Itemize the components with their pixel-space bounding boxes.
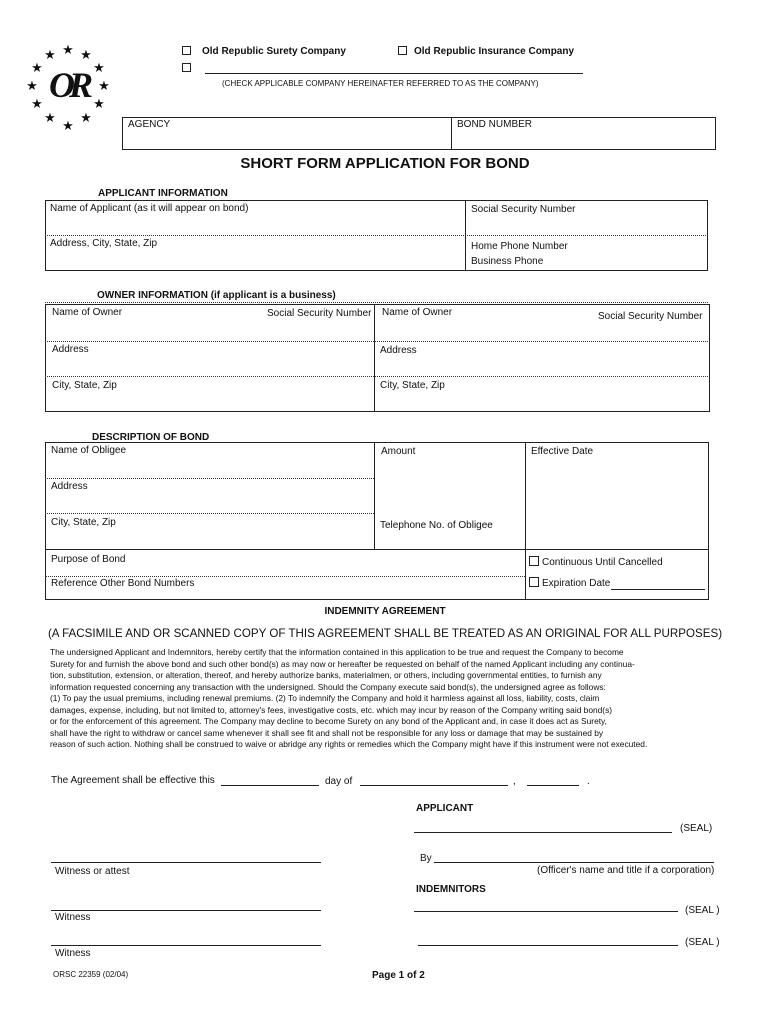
owner1-ssn-field[interactable]: Social Security Number bbox=[267, 308, 372, 319]
applicant-name-field[interactable]: Name of Applicant (as it will appear on bond) bbox=[50, 203, 249, 214]
svg-text:★: ★ bbox=[26, 79, 38, 94]
obligee-name-field[interactable]: Name of Obligee bbox=[51, 445, 127, 456]
other-company-checkbox[interactable] bbox=[182, 63, 191, 72]
indemnity-heading: INDEMNITY AGREEMENT bbox=[324, 606, 446, 617]
owner2-ssn-field[interactable]: Social Security Number bbox=[598, 311, 703, 322]
continuous-checkbox[interactable] bbox=[529, 556, 539, 566]
agency-row bbox=[122, 117, 716, 150]
owner2-address-field[interactable]: Address bbox=[380, 345, 417, 356]
indemnity-line: reason of such action. Nothing shall be construed to waive or abridge any rights or remedies which the Company might have if this instrument were not executed. bbox=[50, 739, 648, 749]
expiration-checkbox[interactable] bbox=[529, 577, 539, 587]
effective-comma: , bbox=[513, 776, 516, 787]
other-company-line[interactable] bbox=[205, 73, 583, 74]
effective-year-line[interactable] bbox=[527, 785, 579, 786]
witness-attest-line[interactable] bbox=[51, 862, 321, 863]
indemnity-line: or for the enforcement of this agreement. The Company may decline to become Surety on any bond of the Applicant and, in case it does act as Surety, bbox=[50, 716, 607, 726]
svg-text:★: ★ bbox=[62, 119, 74, 134]
effective-day-line[interactable] bbox=[221, 785, 319, 786]
applicant-signature-heading: APPLICANT bbox=[416, 803, 474, 814]
svg-text:★: ★ bbox=[93, 61, 105, 76]
form-number: ORSC 22359 (02/04) bbox=[53, 970, 129, 979]
obligee-csz-field[interactable]: City, State, Zip bbox=[51, 517, 116, 528]
effective-prefix: The Agreement shall be effective this bbox=[51, 775, 215, 786]
bond-heading: DESCRIPTION OF BOND bbox=[92, 432, 210, 443]
svg-text:★: ★ bbox=[44, 111, 56, 126]
svg-text:★: ★ bbox=[80, 48, 92, 63]
effective-period: . bbox=[587, 776, 590, 787]
witness-line-1[interactable] bbox=[51, 910, 321, 911]
surety-company-checkbox[interactable] bbox=[182, 46, 191, 55]
indemnity-line: shall have the right to withdraw or cancel same whenever it shall see fit and shall not be responsible for any loss or damage that may be sustained by bbox=[50, 727, 604, 738]
indemnity-text bbox=[50, 647, 715, 751]
officer-signature-line[interactable] bbox=[434, 862, 714, 863]
officer-note: (Officer's name and title if a corporation) bbox=[537, 865, 715, 876]
witness-label-2: Witness bbox=[55, 948, 91, 959]
effective-month-line[interactable] bbox=[360, 785, 508, 786]
owner1-name-field[interactable]: Name of Owner bbox=[52, 307, 123, 318]
bond-number-field[interactable]: BOND NUMBER bbox=[457, 119, 533, 130]
expiration-label: Expiration Date bbox=[542, 578, 611, 589]
indemnity-line: Surety for and furnish the above bond and such other bond(s) as may now or hereafter be requested on behalf of the named Applicant including any continua- bbox=[50, 658, 635, 669]
applicant-address-field[interactable]: Address, City, State, Zip bbox=[50, 238, 158, 249]
indemnity-line: The undersigned Applicant and Indemnitors, hereby certify that the information contained in this application to be true and request the Company to become bbox=[50, 647, 624, 657]
witness-label-1: Witness bbox=[55, 912, 91, 923]
reference-bonds-field[interactable]: Reference Other Bond Numbers bbox=[51, 578, 195, 589]
owner1-address-field[interactable]: Address bbox=[52, 344, 89, 355]
svg-text:★: ★ bbox=[44, 48, 56, 63]
surety-company-label: Old Republic Surety Company bbox=[202, 46, 346, 57]
owner-heading: OWNER INFORMATION (if applicant is a business) bbox=[97, 290, 336, 301]
expiration-date-line[interactable] bbox=[611, 589, 705, 590]
obligee-telephone-field[interactable]: Telephone No. of Obligee bbox=[380, 520, 493, 531]
witness-line-2[interactable] bbox=[51, 945, 321, 946]
seal-label-2: (SEAL ) bbox=[685, 905, 720, 916]
svg-text:★: ★ bbox=[93, 97, 105, 112]
effective-date-field[interactable]: Effective Date bbox=[531, 446, 594, 457]
indemnity-line: (1) To pay the usual premiums, including renewal premiums. (2) To indemnify the Company and hold it harmless against all loss, liability, costs, claim bbox=[50, 693, 600, 703]
company-note: (CHECK APPLICABLE COMPANY HEREINAFTER REFERRED TO AS THE COMPANY) bbox=[222, 79, 539, 88]
indemnitor-signature-line-2[interactable] bbox=[418, 945, 678, 946]
svg-text:★: ★ bbox=[80, 111, 92, 126]
applicant-signature-line[interactable] bbox=[414, 832, 672, 833]
company-logo bbox=[22, 42, 114, 134]
owner2-name-field[interactable]: Name of Owner bbox=[382, 307, 453, 318]
seal-label-3: (SEAL ) bbox=[685, 937, 720, 948]
agency-field[interactable]: AGENCY bbox=[128, 119, 171, 130]
logo-monogram: OR bbox=[48, 65, 87, 105]
svg-text:★: ★ bbox=[98, 79, 110, 94]
purpose-field[interactable]: Purpose of Bond bbox=[51, 554, 126, 565]
svg-text:★: ★ bbox=[62, 43, 74, 58]
seal-label-1: (SEAL) bbox=[680, 823, 713, 834]
page-title: SHORT FORM APPLICATION FOR BOND bbox=[240, 155, 530, 172]
by-label: By bbox=[420, 853, 432, 864]
continuous-label: Continuous Until Cancelled bbox=[542, 557, 663, 568]
owner2-csz-field[interactable]: City, State, Zip bbox=[380, 380, 445, 391]
page-number: Page 1 of 2 bbox=[372, 970, 425, 981]
svg-text:★: ★ bbox=[31, 61, 43, 76]
applicant-heading: APPLICANT INFORMATION bbox=[98, 188, 228, 199]
insurance-company-checkbox[interactable] bbox=[398, 46, 407, 55]
indemnitors-heading: INDEMNITORS bbox=[416, 884, 486, 895]
amount-field[interactable]: Amount bbox=[381, 446, 416, 457]
indemnity-line: tion, substitution, extension, or alteration, thereof, and hereby authorize banks, materialmen, or others, including governmental entities, to furnish any bbox=[50, 670, 602, 680]
witness-attest-label: Witness or attest bbox=[55, 866, 130, 877]
indemnity-line: information requested concerning any transaction with the undersigned. Should the Company execute said bond(s), the undersigned agree as follows: bbox=[50, 681, 606, 692]
svg-text:★: ★ bbox=[31, 97, 43, 112]
insurance-company-label: Old Republic Insurance Company bbox=[414, 46, 575, 57]
home-phone-field[interactable]: Home Phone Number bbox=[471, 241, 568, 252]
owner1-csz-field[interactable]: City, State, Zip bbox=[52, 380, 117, 391]
obligee-address-field[interactable]: Address bbox=[51, 481, 88, 492]
applicant-ssn-field[interactable]: Social Security Number bbox=[471, 204, 576, 215]
facsimile-notice: (A FACSIMILE AND OR SCANNED COPY OF THIS AGREEMENT SHALL BE TREATED AS AN ORIGINAL FOR ALL PURPOSES) bbox=[47, 627, 723, 640]
business-phone-field[interactable]: Business Phone bbox=[471, 256, 544, 267]
indemnitor-signature-line-1[interactable] bbox=[414, 911, 678, 912]
indemnity-line: damages, expense, including, but not limited to, attorney's fees, investigative costs, etc. which may incur by reason of the Company writing said bond(s) bbox=[50, 704, 613, 715]
day-of-label: day of bbox=[325, 776, 353, 787]
